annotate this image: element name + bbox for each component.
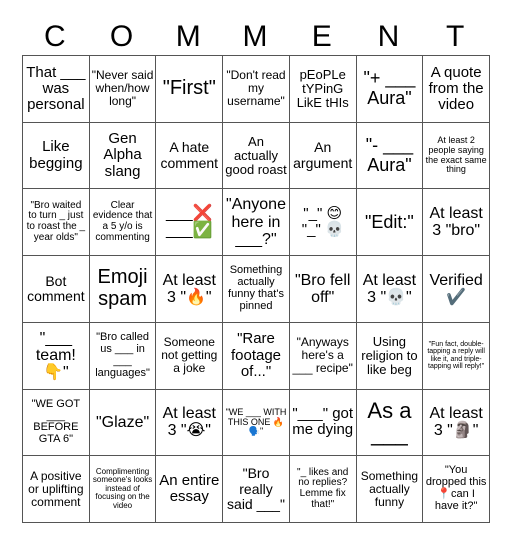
bingo-cell[interactable]: "Anyways here's a ___ recipe" <box>290 323 357 390</box>
bingo-cell[interactable]: Using religion to like beg <box>357 323 424 390</box>
bingo-cell[interactable]: Something actually funny that's pinned <box>223 256 290 323</box>
bingo-cell[interactable]: "First" <box>156 56 223 123</box>
bingo-cell[interactable]: Complimenting someone's looks instead of focusing on the video <box>90 456 157 523</box>
bingo-cell[interactable]: "Bro waited to turn _ just to roast the _ year olds" <box>23 189 90 256</box>
bingo-cell[interactable]: "+ ___ Aura" <box>357 56 424 123</box>
bingo-cell[interactable]: "Edit:" <box>357 189 424 256</box>
header-letter: M <box>242 20 269 53</box>
bingo-cell[interactable]: A quote from the video <box>423 56 490 123</box>
bingo-cell[interactable]: An argument <box>290 123 357 190</box>
bingo-cell[interactable]: "Bro fell off" <box>290 256 357 323</box>
bingo-cell[interactable]: "Rare footage of..." <box>223 323 290 390</box>
bingo-cell[interactable]: "Never said when/how long" <box>90 56 157 123</box>
header-letter: E <box>311 20 333 53</box>
bingo-cell[interactable]: "Glaze" <box>90 390 157 457</box>
bingo-cell[interactable]: Bot comment <box>23 256 90 323</box>
bingo-cell[interactable]: "_" 😊 "_" 💀 <box>290 189 357 256</box>
bingo-cell[interactable]: "Anyone here in ___?" <box>223 189 290 256</box>
bingo-cell[interactable]: "___ team! 👇" <box>23 323 90 390</box>
header-letter: N <box>377 20 401 53</box>
bingo-cell[interactable]: "You dropped this 📍can I have it?" <box>423 456 490 523</box>
bingo-cell[interactable]: At least 3 "bro" <box>423 189 490 256</box>
bingo-cell[interactable]: An entire essay <box>156 456 223 523</box>
bingo-cell[interactable]: Clear evidence that a 5 y/o is commenting <box>90 189 157 256</box>
bingo-cell[interactable]: An actually good roast <box>223 123 290 190</box>
bingo-cell[interactable]: "Don't read my username" <box>223 56 290 123</box>
bingo-cell[interactable]: Verified ✔️ <box>423 256 490 323</box>
header-letter: T <box>445 20 466 53</box>
bingo-cell[interactable]: At least 3 "🗿" <box>423 390 490 457</box>
bingo-cell[interactable]: At least 2 people saying the exact same thing <box>423 123 490 190</box>
bingo-header <box>22 18 489 56</box>
bingo-cell[interactable]: Emoji spam <box>90 256 157 323</box>
bingo-cell[interactable]: A hate comment <box>156 123 223 190</box>
bingo-cell[interactable]: Gen Alpha slang <box>90 123 157 190</box>
bingo-cell[interactable]: "WE ___ WITH THIS ONE 🔥🗣️" <box>223 390 290 457</box>
header-letter: O <box>109 20 135 53</box>
bingo-cell[interactable]: Like begging <box>23 123 90 190</box>
bingo-cell[interactable]: ___❌ ___✅ <box>156 189 223 256</box>
bingo-cell[interactable]: "_ likes and no replies? Lemme fix that!" <box>290 456 357 523</box>
header-letter: M <box>175 20 202 53</box>
bingo-board <box>22 55 490 523</box>
bingo-cell[interactable]: "Bro called us ___ in ___ languages" <box>90 323 157 390</box>
bingo-cell[interactable]: A positive or uplifting comment <box>23 456 90 523</box>
bingo-cell[interactable]: At least 3 "💀" <box>357 256 424 323</box>
bingo-cell[interactable]: At least 3 "😭" <box>156 390 223 457</box>
bingo-cell[interactable]: "Bro really said ___" <box>223 456 290 523</box>
bingo-cell[interactable]: "WE GOT ___ BEFORE GTA 6" <box>23 390 90 457</box>
bingo-cell[interactable]: As a ___ <box>357 390 424 457</box>
bingo-cell[interactable]: "___" got me dying <box>290 390 357 457</box>
bingo-cell[interactable]: Someone not getting a joke <box>156 323 223 390</box>
bingo-cell[interactable]: That ___ was personal <box>23 56 90 123</box>
bingo-cell[interactable]: "- ___ Aura" <box>357 123 424 190</box>
bingo-cell[interactable]: At least 3 "🔥" <box>156 256 223 323</box>
bingo-cell[interactable]: "Fun fact, double-tapping a reply will like it, and triple-tapping will reply!" <box>423 323 490 390</box>
bingo-cell[interactable]: Something actually funny <box>357 456 424 523</box>
bingo-cell[interactable]: pEoPLe tYPinG LikE tHIs <box>290 56 357 123</box>
header-letter: C <box>44 20 67 53</box>
